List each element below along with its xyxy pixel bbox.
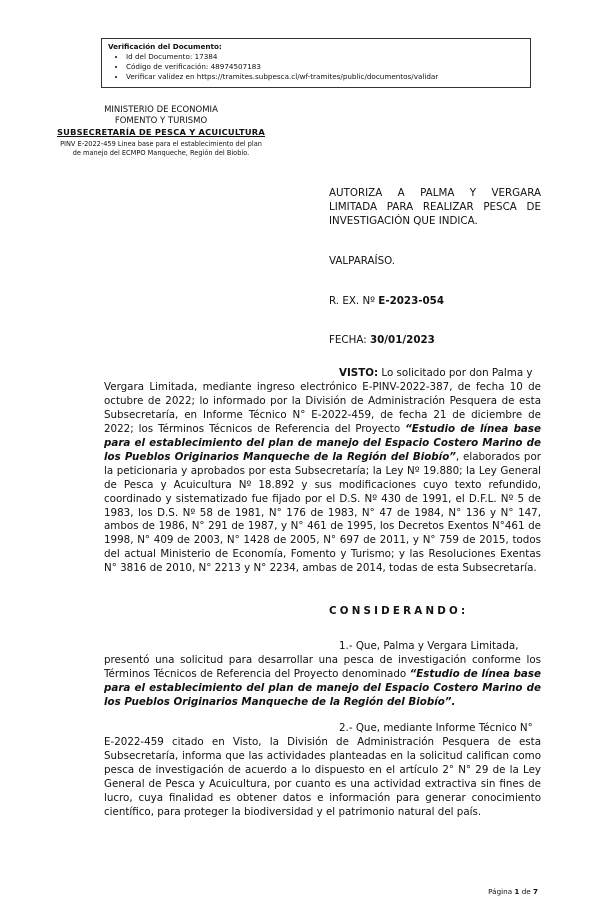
considerando-1-first: 1.- Que, Palma y Vergara Limitada, — [339, 640, 519, 652]
page-total: 7 — [532, 887, 538, 896]
ministry-header — [36, 105, 286, 157]
resolution-title: AUTORIZA A PALMA Y VERGARA LIMITADA PARA REALIZAR PESCA DE INVESTIGACIÓN QUE INDICA. — [329, 187, 541, 227]
verification-box — [101, 38, 531, 88]
pinv-line-2: de manejo del ECMPO Manqueche, Región del Biobío. — [72, 148, 250, 157]
considerando-heading: CONSIDERANDO: — [329, 605, 469, 617]
visto-text-c: , elaborados por la peticionaria y aprobados por esta Subsecretaría; la Ley Nº 19.880; la Ley General de Pesca y Acuicultura Nº 18.892 y sus modificaciones cuyo texto refundido, coordinado y sistematizado fue fijado por el D.S. Nº 430 de 1991, el D.F.L. Nº 5 de 1983, los D.S. Nº 58 de 1981, N° 176 de 1983, N° 47 de 1984, N° 136 y N° 147, ambos de 1986, N° 291 de 1987, y N° 461 de 1995, los Decretos Exentos N°461 de 1998, N° 409 de 2003, N° 1428 de 2005, N° 697 de 2011, y N° 759 de 2015, todos del actual Ministerio de Economía, Fomento y Turismo; y las Resoluciones Exentas N° 3816 de 2010, N° 2213 y N° 2234, ambas de 2014, todas de esta Subsecretaría. — [104, 450, 541, 575]
considerando-2-first: 2.- Que, mediante Informe Técnico N° — [339, 722, 533, 734]
pinv-reference — [36, 140, 286, 157]
city: VALPARAÍSO. — [329, 255, 396, 267]
ministry-name: MINISTERIO DE ECONOMIA — [104, 105, 218, 115]
verification-url[interactable]: • Verificar validez en https://tramites.subpesca.cl/wf-tramites/public/documentos/validar — [126, 72, 524, 82]
visto-label: VISTO: — [339, 367, 379, 379]
page-label: Página — [488, 887, 515, 896]
verification-title: Verificación del Documento: — [108, 42, 222, 51]
verification-id: • Id del Documento: 17384 — [126, 52, 524, 62]
considerando-1 — [104, 640, 541, 710]
visto-first-line — [104, 367, 541, 381]
pinv-line-1: PINV E-2022-459 Linea base para el establecimiento del plan — [60, 140, 262, 148]
considerando-2 — [104, 722, 541, 820]
page-current: 1 — [514, 887, 520, 896]
verification-list — [108, 52, 524, 82]
considerando-1-project: “Estudio de línea base para el establecimiento del plan de manejo del Espacio Costero Marino de los Pueblos Originarios Manqueche de la Región del Biobío”. — [104, 667, 541, 708]
rex-label: R. EX. Nº — [329, 295, 379, 307]
considerando-1-text: presentó una solicitud para desarrollar una pesca de investigación conforme los Términos Técnicos de Referencia del Proyecto denominado — [104, 653, 541, 680]
visto-first-text: Lo solicitado por don Palma y — [378, 367, 533, 379]
considerando-2-text: E-2022-459 citado en Visto, la División de Administración Pesquera de esta Subsecretaría, informa que las actividades planteadas en la solicitud califican como pesca de investigación de acuerdo a lo dispuesto en el artículo 2° N° 29 de la Ley General de Pesca y Acuicultura, por cuanto es una actividad extractiva sin fines de lucro, cuya finalidad es obtener datos e información para generar conocimiento científico, para proteger la biodiversidad y el patrimonio natural del país. — [104, 735, 541, 818]
visto-text-a: Vergara Limitada, mediante ingreso electrónico E-PINV-2022-387, de fecha 10 de octubre de 2022; lo informado por la División de Administración Pesquera de esta Subsecretaría, en Informe Técnico N° E-2022-459, de fecha 21 de diciembre de 2022; los Términos Técnicos de Referencia del Proyecto — [104, 380, 541, 435]
resolution-number — [329, 294, 541, 308]
rex-value: E-2023-054 — [378, 295, 445, 307]
fecha-label: FECHA: — [329, 334, 370, 346]
verification-code: • Código de verificación: 48974507183 — [126, 62, 524, 72]
visto-project-title: “Estudio de línea base para el establecimiento del plan de manejo del Espacio Costero Marino de los Pueblos Originarios Manqueche de la Región del Biobío” — [104, 422, 541, 463]
subsecretaria-name: SUBSECRETARÍA DE PESCA Y ACUICULTURA — [57, 127, 265, 137]
page-number — [488, 887, 538, 896]
resolution-date — [329, 333, 541, 347]
fecha-value: 30/01/2023 — [369, 334, 435, 346]
visto-paragraph — [104, 367, 541, 576]
ministry-name-2: FOMENTO Y TURISMO — [114, 116, 208, 126]
page-of: de — [519, 887, 533, 896]
